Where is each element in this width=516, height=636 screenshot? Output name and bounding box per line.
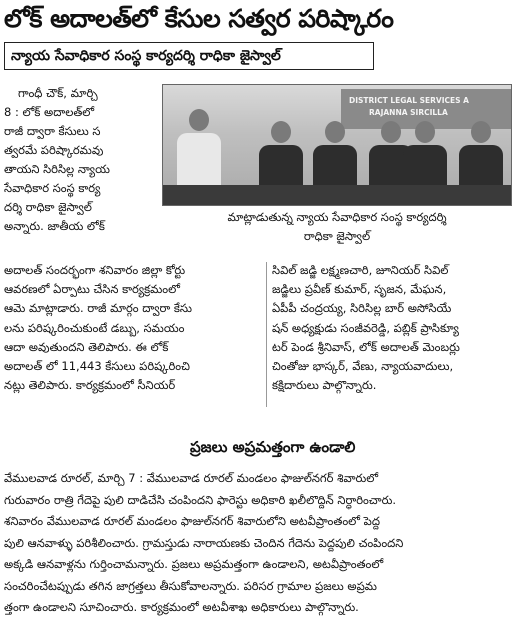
person-figure [403, 121, 447, 191]
article-line: ఆమె మాట్లాడారు. రాజీ మార్గం ద్వారా కేసు [4, 301, 192, 316]
article-line: నట్లు తెలిపారు. కార్యక్రమంలో సీనియర్ [4, 378, 176, 393]
article-line: షన్ అధ్యక్షుడు సంజీవరెడ్డి, పబ్లిక్ ప్రాసిక్యూ [272, 320, 459, 335]
article-line: జడ్జిలు ప్రవీణ్ కుమార్, సృజన, మేఘన, [272, 282, 447, 297]
story-line: అక్కడి ఆనవాళ్లను గుర్తించామన్నారు. ప్రజలు అప్రమత్తంగా ఉండాలని, అటవీప్రాంతంలో [4, 557, 384, 571]
person-figure [259, 121, 303, 191]
article-line: కక్షిదారులు పాల్గొన్నారు. [272, 378, 377, 393]
intro-line: సేవాధికార సంస్థ కార్య [4, 181, 101, 195]
intro-line: గాంధీ చౌక్, మార్చి [18, 86, 98, 100]
article-line: చింతోజు భాస్కర్, వేణు, న్యాయవాదులు, [272, 359, 454, 374]
intro-line: త్వరమే పరిష్కారమవు [4, 143, 104, 157]
story-line: పులి ఆనవాళ్ళు పరిశీలించారు. గ్రామస్తుడు నారాయణకు చెందిన గేదెను పెద్దపులి చంపిందని [4, 535, 404, 550]
caption-line: రాధికా జైస్వాల్ [303, 229, 371, 243]
article-line: అదాలత్ సందర్భంగా శనివారం జిల్లా కోర్టు [4, 263, 186, 277]
dais-table [163, 185, 512, 205]
intro-line: 8 : లోక్ అదాలత్‌లో [4, 105, 95, 119]
story-line: గురువారం రాత్రి గేదెపై పులి దాడిచేసి చంపిందని ఫారెస్టు అధికారి ఖలీలొద్దిన్ నిర్ధారించారు. [4, 492, 397, 507]
story-line: సంచరించేటప్పుడు తగిన జాగ్రత్తలు తీసుకోవాలన్నారు. పరిసర గ్రామాల ప్రజలు అప్రమ [4, 578, 377, 593]
banner-line: DISTRICT LEGAL SERVICES A [349, 96, 469, 105]
intro-line: దర్శి రాధికా జైస్వాల్ [4, 200, 92, 214]
article-line: లను పరిష్కరించుకుంటే డబ్బు, సమయం [4, 320, 185, 335]
article-line: సివిల్ జడ్జి లక్ష్మణచారి, జూనియర్ సివిల్ [272, 263, 449, 277]
person-figure [313, 121, 357, 191]
story-line: శనివారం వేములవాడ రూరల్ మండలం ఫాజుల్‌నగర్ శివారులోని అటవీప్రాంతంలో పెద్ద [4, 514, 380, 528]
story-line: వేములవాడ రూరల్, మార్చి 7 : వేములవాడ రూరల్ మండలం ఫాజుల్‌నగర్ శివారులో [4, 471, 379, 485]
article-left-column [4, 261, 264, 395]
caption-line: మాట్లాడుతున్న న్యాయ సేవాధికార సంస్థ కార్యదర్శి [227, 210, 447, 224]
banner-line: RAJANNA SIRCILLA [369, 108, 448, 117]
article-line: టర్ పెండ శ్రీనివాస్, లోక్ అదాలత్ మెంబర్లు [272, 339, 460, 354]
subheadline: న్యాయ సేవాధికార సంస్థ కార్యదర్శి రాధికా జైస్వాల్ [4, 42, 374, 70]
headline: లోక్ అదాలత్‌లో కేసుల సత్వర పరిష్కారం [4, 4, 394, 33]
news-photo [162, 84, 512, 206]
intro-column [4, 84, 159, 236]
intro-line: తాయని సిరిసిల్ల న్యాయ [4, 162, 110, 176]
photo-caption [162, 208, 512, 246]
person-figure [459, 121, 503, 191]
intro-line: అన్నారు. జాతీయ లోక్ [4, 219, 105, 233]
column-divider [266, 262, 267, 407]
article-line: ఏపీపీ చంద్రయ్య, సిరిసిల్ల బార్ అసోసియే [272, 301, 452, 316]
story-title: ప్రజలు అప్రమత్తంగా ఉండాలి [190, 438, 356, 456]
article-line: అదాలత్ లో 11,443 కేసులు పరిష్కరించి [4, 359, 190, 374]
intro-line: రాజీ ద్వారా కేసులు స [4, 124, 101, 138]
story-line: త్తంగా ఉండాలని సూచించారు. కార్యక్రమంలో అటవీశాఖ అధికారులు పాల్గొన్నారు. [4, 600, 359, 614]
article-line: ఆదా అవుతుందని తెలిపారు. ఈ లోక్ [4, 339, 169, 354]
story-body [4, 468, 512, 619]
article-line: ఆవరణలో ఏర్పాటు చేసిన కార్యక్రమంలో [4, 282, 180, 297]
article-right-column [272, 261, 512, 395]
